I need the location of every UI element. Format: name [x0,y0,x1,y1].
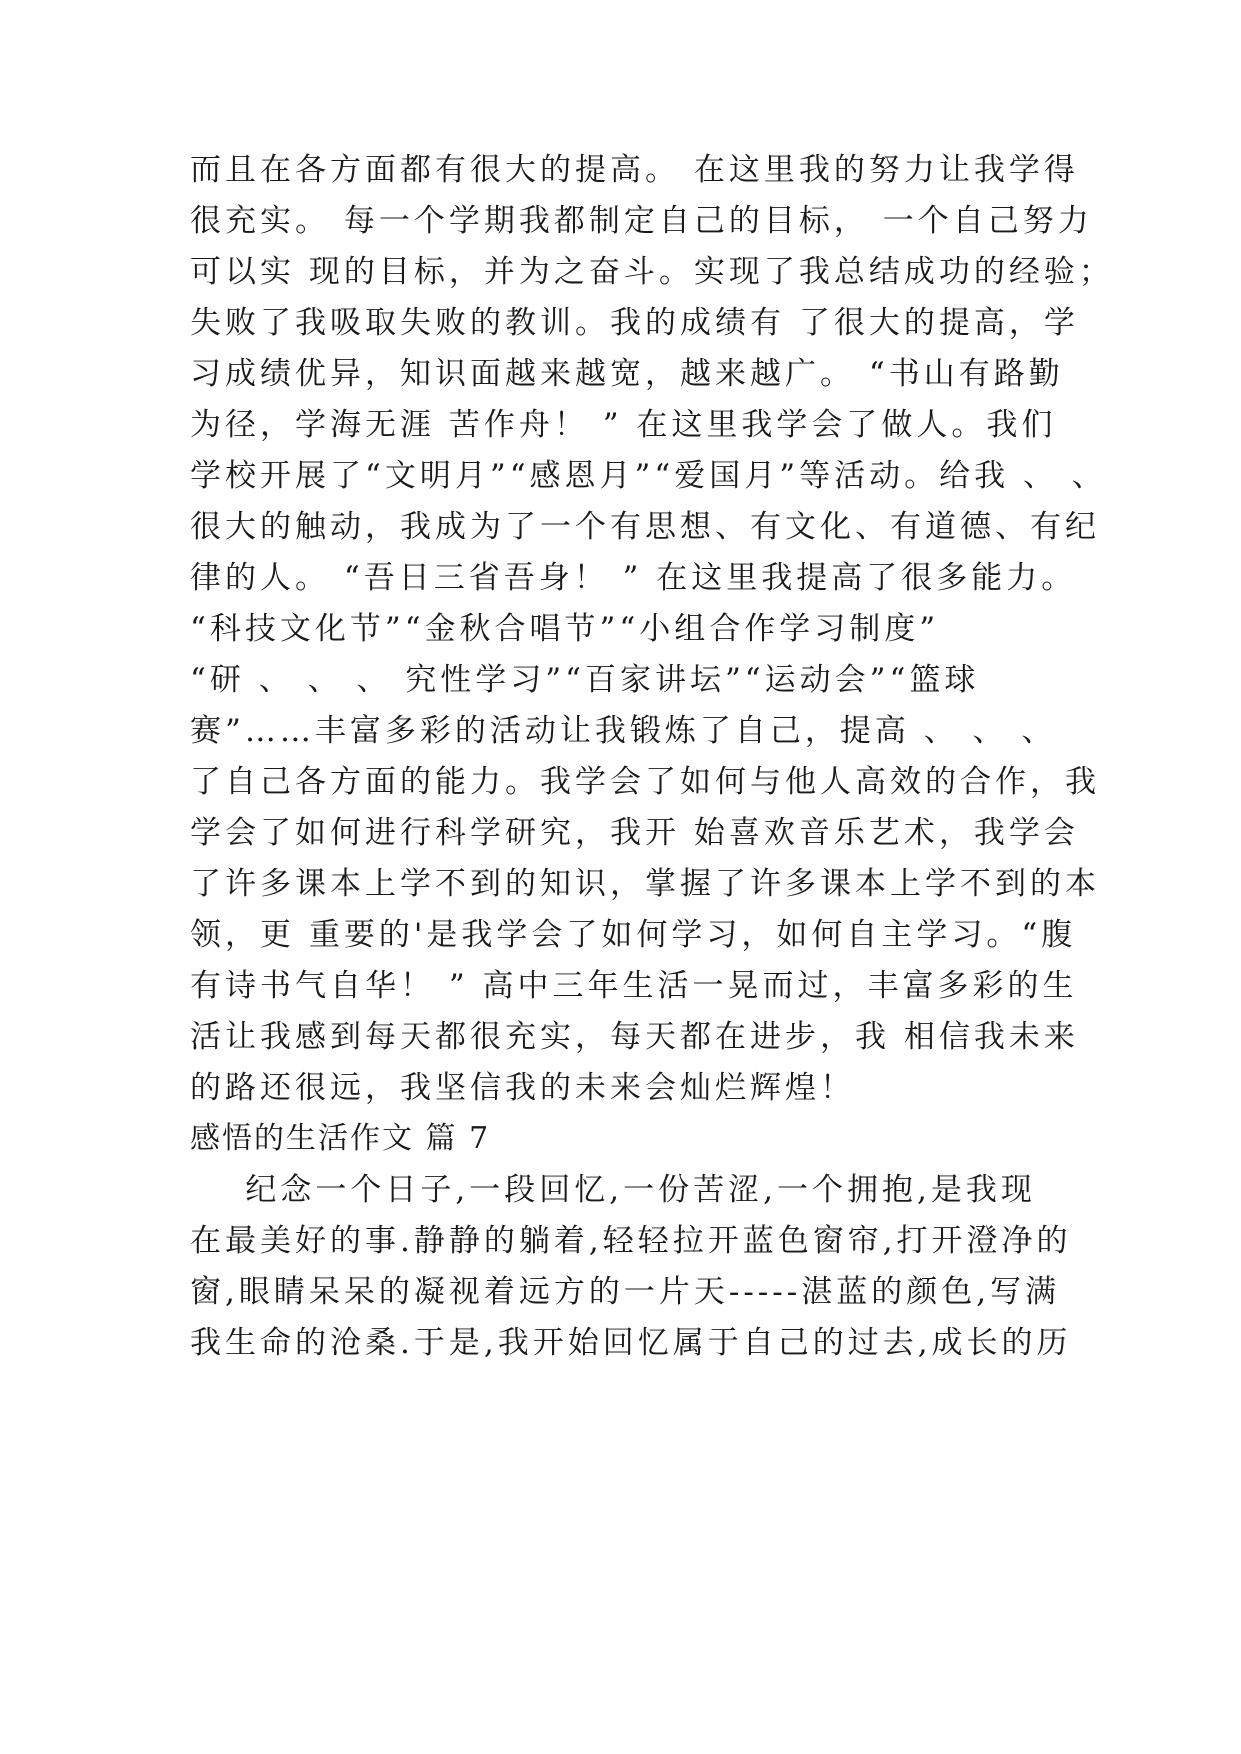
text-line: 可以实 现的目标，并为之奋斗。实现了我总结成功的经验； [190,254,1114,290]
text-line: “研 、 、 、 究性学习”“百家讲坛”“运动会”“篮球 [190,662,980,698]
text-line: 在最美好的事.静静的躺着,轻轻拉开蓝色窗帘,打开澄净的 [190,1223,1072,1259]
section-heading: 感悟的生活作文 篇 7 [190,1121,491,1156]
text-line: 失败了我吸取失败的教训。我的成绩有 了很大的提高，学 [190,305,1079,341]
text-line: 为径，学海无涯 苦作舟！ ” 在这里我学会了做人。我们 [190,407,1057,443]
text-line: 很大的触动，我成为了一个有思想、有文化、有道德、有纪 [190,509,1100,545]
text-line: 律的人。 “吾日三省吾身！ ” 在这里我提高了很多能力。 [190,560,1077,596]
text-line: “科技文化节”“金秋合唱节”“小组合作学习制度” [190,611,940,647]
text-line: 了许多课本上学不到的知识，掌握了许多课本上学不到的本 [190,866,1100,902]
text-line: 我生命的沧桑.于是,我开始回忆属于自己的过去,成长的历 [190,1325,1072,1361]
text-line: 活让我感到每天都很充实，每天都在进步，我 相信我未来 [190,1019,1079,1055]
text-line: 赛”……丰富多彩的活动让我锻炼了自己，提高 、 、 、 [190,713,1057,749]
text-line: 的路还很远，我坚信我的未来会灿烂辉煌！ [190,1070,855,1106]
text-line: 了自己各方面的能力。我学会了如何与他人高效的合作，我 [190,764,1100,800]
text-line: 习成绩优异，知识面越来越宽，越来越广。 “书山有路勤 [190,356,1064,392]
text-line: 学校开展了“文明月”“感恩月”“爱国月”等活动。给我 、 、 [190,458,1107,494]
text-line: 领，更 重要的'是我学会了如何学习，如何自主学习。“腹 [190,917,1077,953]
text-line: 而且在各方面都有很大的提高。 在这里我的努力让我学得 [190,152,1079,188]
text-line: 有诗书气自华！ ” 高中三年生活一晃而过，丰富多彩的生 [190,968,1078,1004]
text-line: 很充实。 每一个学期我都制定自己的目标， 一个自己努力 [190,203,1093,239]
text-line: 窗,眼睛呆呆的凝视着远方的一片天-----湛蓝的颜色,写满 [190,1274,1061,1310]
text-line: 学会了如何进行科学研究，我开 始喜欢音乐艺术，我学会 [190,815,1079,851]
text-line: 纪念一个日子,一段回忆,一份苦涩,一个拥抱,是我现 [190,1172,1036,1208]
